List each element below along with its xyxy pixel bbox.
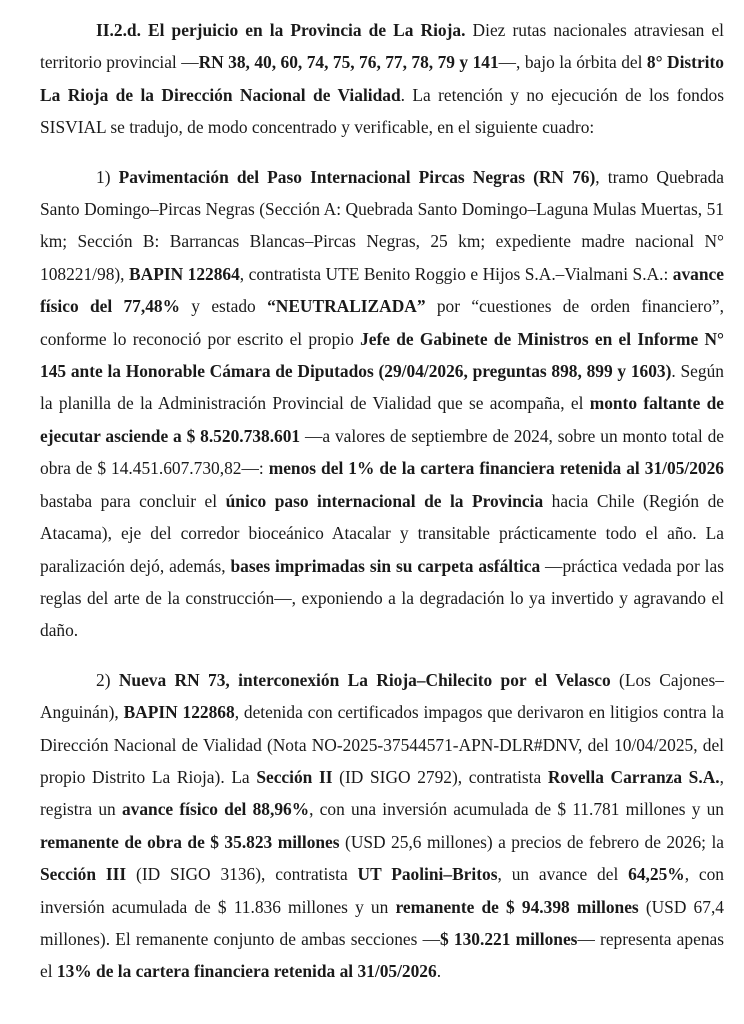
text-segment: (USD 25,6 millones) a precios de febrero de 2026; la: [339, 831, 724, 852]
text-segment: — representa apenas el: [40, 928, 724, 982]
text-segment: (ID SIGO 2792), contratista: [332, 766, 548, 787]
bold-text-segment: Sección II: [256, 766, 333, 787]
bold-text-segment: 64,25%: [628, 864, 685, 885]
text-segment: (USD 67,4 millones). El remanente conjunto de ambas secciones —: [40, 896, 724, 949]
bold-text-segment: BAPIN 122868: [123, 702, 235, 723]
bold-text-segment: 8° Distrito La Rioja de la Dirección Nacional de Vialidad: [40, 52, 725, 105]
bold-text-segment: $ 130.221 millones: [440, 928, 578, 949]
intro-paragraph: [40, 14, 724, 144]
text-segment: hacia Chile (Región de Atacama), eje del corredor bioceánico Atacalar y transitable prácticamente todo el año. La paralización dejó, además,: [40, 490, 724, 576]
bold-text-segment: remanente de $ 94.398 millones: [395, 896, 639, 917]
bold-text-segment: avance físico del 77,48%: [40, 263, 724, 317]
bold-text-segment: único paso internacional de la Provincia: [225, 490, 544, 511]
text-segment: bastaba para concluir el: [40, 490, 226, 511]
bold-text-segment: remanente de obra de $ 35.823 millones: [40, 831, 340, 852]
text-segment: .: [436, 961, 442, 982]
text-segment: 1): [96, 166, 119, 187]
text-segment: —, bajo la órbita del: [498, 52, 647, 73]
text-segment: (Los Cajones–Anguinán),: [40, 669, 724, 723]
text-segment: , contratista UTE Benito Roggio e Hijos S.A.–Vialmani S.A.:: [239, 263, 673, 284]
bold-text-segment: BAPIN 122864: [129, 263, 240, 284]
text-segment: . Según la planilla de la Administración Provincial de Vialidad que se acompaña, el: [40, 361, 724, 414]
bold-text-segment: Pavimentación del Paso Internacional Pircas Negras (RN 76): [118, 166, 596, 187]
bold-text-segment: RN 38, 40, 60, 74, 75, 76, 77, 78, 79 y 141: [198, 52, 499, 73]
bold-text-segment: Jefe de Gabinete de Ministros en el Informe N° 145 ante la Honorable Cámara de Diputados (29/04/2026, preguntas 898, 899 y 1603): [40, 328, 724, 382]
text-segment: —a valores de septiembre de 2024, sobre un monto total de obra de $ 14.451.607.730,82—:: [40, 425, 724, 479]
text-segment: (ID SIGO 3136), contratista: [126, 864, 358, 885]
text-segment: 2): [96, 669, 119, 690]
bold-text-segment: bases imprimadas sin su carpeta asfáltica: [230, 555, 541, 576]
item-1-paragraph: [40, 161, 724, 647]
text-segment: . La retención y no ejecución de los fondos SISVIAL se tradujo, de modo concentrado y verificable, en el siguiente cuadro:: [40, 84, 724, 138]
bold-text-segment: Nueva RN 73, interconexión La Rioja–Chilecito por el Velasco: [118, 669, 611, 690]
bold-text-segment: 13% de la cartera financiera retenida al 31/05/2026: [56, 961, 437, 982]
text-segment: , detenida con certificados impagos que derivaron en litigios contra la Dirección Nacional de Vialidad (Nota NO-2025-37544571-APN-DLR#DNV, del 10/04/2025, del propio Distrito La Rioja). La: [40, 702, 724, 787]
bold-text-segment: UT Paolini–Britos: [357, 864, 498, 885]
text-segment: , tramo Quebrada Santo Domingo–Pircas Negras (Sección A: Quebrada Santo Domingo–Laguna Mulas Muertas, 51 km; Sección B: Barrancas Blancas–Pircas Negras, 25 km; expediente madre nacional N° 108221/98),: [40, 166, 725, 284]
bold-text-segment: II.2.d. El perjuicio en la Provincia de La Rioja.: [96, 20, 466, 40]
text-segment: —práctica vedada por las reglas del arte de la construcción—, exponiendo a la degradación lo ya invertido y agravando el daño.: [40, 555, 724, 641]
text-segment: , un avance del: [497, 864, 629, 885]
item-2-paragraph: [40, 664, 724, 988]
text-segment: por “cuestiones de orden financiero”, conforme lo reconoció por escrito el propio: [40, 296, 724, 349]
bold-text-segment: avance físico del 88,96%: [121, 799, 310, 820]
text-segment: y estado: [180, 296, 268, 317]
text-segment: Diez rutas nacionales atraviesan el territorio provincial —: [40, 20, 724, 73]
bold-text-segment: monto faltante de ejecutar asciende a $ 8.520.738.601: [40, 393, 724, 446]
text-segment: , registra un: [40, 766, 724, 820]
bold-text-segment: Rovella Carranza S.A.: [547, 766, 720, 787]
bold-text-segment: “NEUTRALIZADA”: [267, 296, 426, 317]
bold-text-segment: menos del 1% de la cartera financiera retenida al 31/05/2026: [268, 458, 724, 479]
text-segment: , con una inversión acumulada de $ 11.781 millones y un: [309, 799, 725, 820]
text-segment: , con inversión acumulada de $ 11.836 millones y un: [40, 864, 724, 917]
bold-text-segment: Sección III: [40, 864, 127, 885]
